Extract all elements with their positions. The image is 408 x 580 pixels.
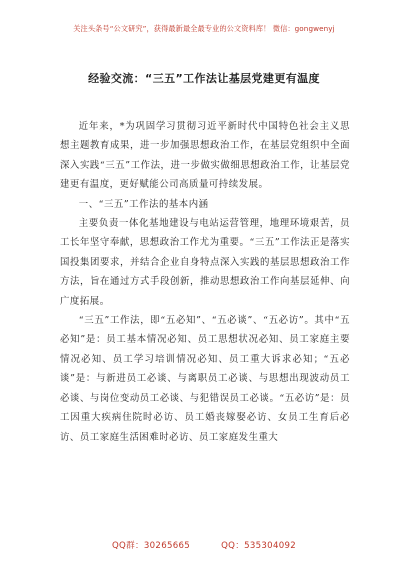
paragraph-intro: 近年来，*为巩固学习贯彻习近平新时代中国特色社会主义思想主题教育成果，进一步加强思想政治工作，在基层党组织中全面深入实践“三五”工作法，进一步做实做细思想政治工作，让基层党建更有温度，更好赋能公司高质量可持续发展。 (60, 121, 350, 191)
document-body (60, 117, 350, 447)
document-title: 经验交流：“三五”工作法让基层党建更有温度 (88, 72, 320, 85)
footer-contacts (0, 539, 408, 551)
footer-qq-group: QQ群：30265665 (111, 541, 191, 551)
paragraph-background: 主要负责一体化基地建设与电站运营管理，地理环境艰苦，员工长年坚守奉献，思想政治工作尤为重要。“三五”工作法正是落实国投集团要求，并结合企业自身特点深入实践的基层思想政治工作方法，旨在通过方式手段创新，推动思想政治工作向基层延伸、向广度拓展。 (60, 218, 350, 307)
section-heading: 一、“三五”工作法的基本内涵 (78, 198, 209, 210)
footer-qq: QQ：535304092 (221, 541, 297, 551)
paragraph-definition: “三五”工作法，即“五必知”、“五必谈”、“五必访”。其中“五必知”是：员工基本情况必知、员工思想状况必知、员工家庭主要情况必知、员工学习培训情况必知、员工重大诉求必知；“五必谈”是：与新进员工必谈、与离职员工必谈、与思想出现波动员工必谈、与岗位变动员工必谈、与犯错误员工必谈。“五必访”是：员工因重大疾病住院时必访、员工婚丧嫁娶必访、女员工生育后必访、员工家庭生活困难时必访、员工家庭发生重大 (60, 315, 350, 443)
header-banner: 关注头条号“公文研究”，获得最新最全最专业的公文资料库！ 微信：gongwenyj (73, 24, 335, 33)
